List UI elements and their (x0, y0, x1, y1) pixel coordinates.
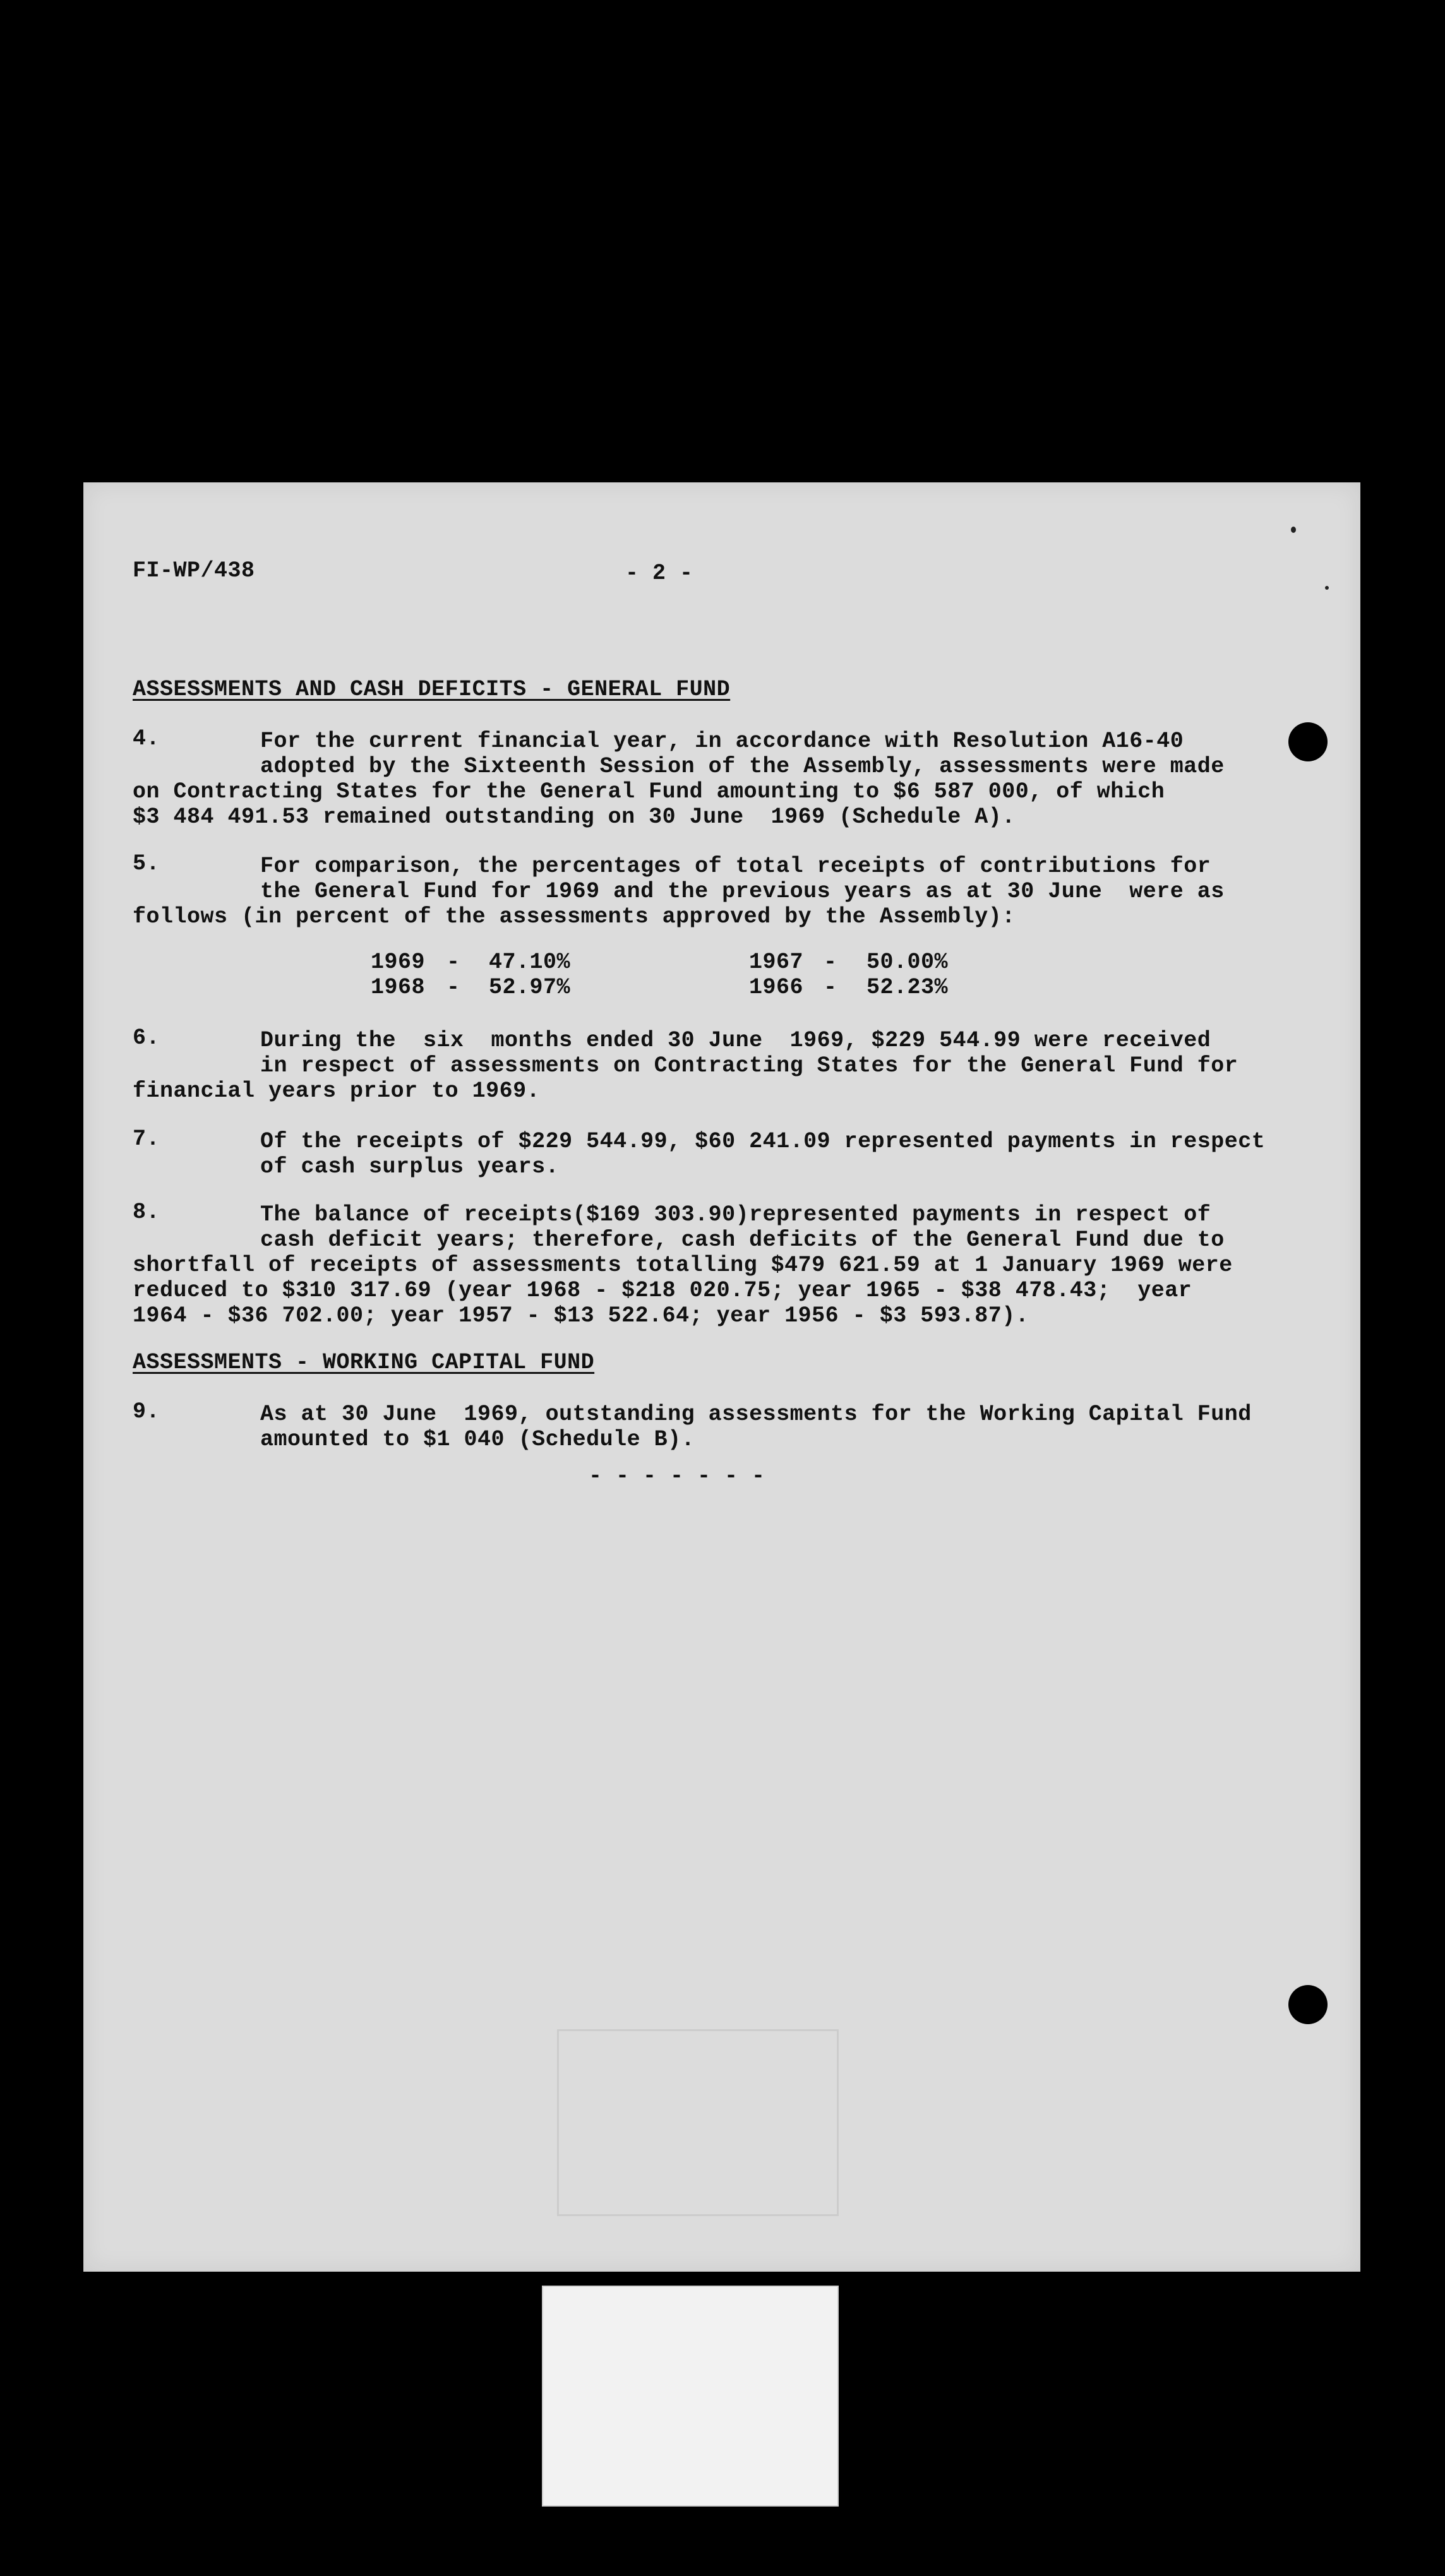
rate-percent: 50.00% (866, 950, 949, 975)
paragraph-9-line: As at 30 June 1969, outstanding assessments for the Working Capital Fund (260, 1402, 1252, 1427)
paragraph-5-line: For comparison, the percentages of total receipts of contributions for (260, 854, 1211, 879)
paragraph-8-line: shortfall of receipts of assessments totalling $479 621.59 at 1 January 1969 were (133, 1253, 1233, 1278)
paragraph-5-line: the General Fund for 1969 and the previous years as at 30 June were as (260, 879, 1225, 904)
rate-year: 1967 (749, 950, 804, 975)
rate-percent: 52.97% (489, 975, 571, 1000)
paragraph-8-line: cash deficit years; therefore, cash deficits of the General Fund due to (260, 1227, 1225, 1253)
rate-dash: - (447, 950, 460, 975)
calibration-card (542, 2286, 839, 2507)
paragraph-number: 5. (133, 851, 160, 876)
paragraph-4-line: on Contracting States for the General Fund amounting to $6 587 000, of which (133, 779, 1165, 804)
rate-dash: - (824, 975, 837, 1000)
paragraph-8-line: reduced to $310 317.69 (year 1968 - $218 020.75; year 1965 - $38 478.43; year (133, 1278, 1192, 1303)
rate-year: 1966 (749, 975, 804, 1000)
paragraph-6-line: in respect of assessments on Contracting States for the General Fund for (260, 1053, 1238, 1078)
paragraph-7-line: of cash surplus years. (260, 1154, 560, 1179)
scan-speck (1291, 527, 1296, 533)
paragraph-5-line: follows (in percent of the assessments approved by the Assembly): (133, 904, 1016, 929)
rate-year: 1968 (371, 975, 426, 1000)
scanned-page (83, 482, 1360, 2272)
paragraph-6-line: During the six months ended 30 June 1969, $229 544.99 were received (260, 1028, 1211, 1053)
paragraph-9-line: amounted to $1 040 (Schedule B). (260, 1427, 695, 1452)
closing-rule: - - - - - - - (589, 1464, 765, 1489)
paragraph-8-line: The balance of receipts($169 303.90)represented payments in respect of (260, 1202, 1211, 1227)
paragraph-4-line: $3 484 491.53 remained outstanding on 30 June 1969 (Schedule A). (133, 804, 1016, 830)
section-heading-general-fund: ASSESSMENTS AND CASH DEFICITS - GENERAL FUND (133, 677, 731, 702)
paragraph-number: 9. (133, 1399, 160, 1424)
paragraph-number: 4. (133, 726, 160, 751)
paragraph-4-line: For the current financial year, in accordance with Resolution A16-40 (260, 729, 1184, 754)
section-heading-working-capital-fund: ASSESSMENTS - WORKING CAPITAL FUND (133, 1350, 595, 1375)
paragraph-7-line: Of the receipts of $229 544.99, $60 241.09 represented payments in respect (260, 1129, 1266, 1154)
scan-speck (1325, 586, 1329, 590)
punch-hole (1288, 722, 1328, 761)
rate-dash: - (824, 950, 837, 975)
faint-stamp-bleedthrough (557, 2029, 839, 2216)
paragraph-number: 7. (133, 1126, 160, 1152)
punch-hole (1288, 1985, 1328, 2024)
paragraph-number: 6. (133, 1025, 160, 1051)
rate-dash: - (447, 975, 460, 1000)
paragraph-4-line: adopted by the Sixteenth Session of the Assembly, assessments were made (260, 754, 1225, 779)
paragraph-number: 8. (133, 1200, 160, 1225)
rate-percent: 52.23% (866, 975, 949, 1000)
rate-year: 1969 (371, 950, 426, 975)
page-number: - 2 - (625, 561, 693, 586)
document-reference: FI-WP/438 (133, 558, 255, 583)
paragraph-8-line: 1964 - $36 702.00; year 1957 - $13 522.64; year 1956 - $3 593.87). (133, 1303, 1029, 1328)
rate-percent: 47.10% (489, 950, 571, 975)
paragraph-6-line: financial years prior to 1969. (133, 1078, 541, 1104)
